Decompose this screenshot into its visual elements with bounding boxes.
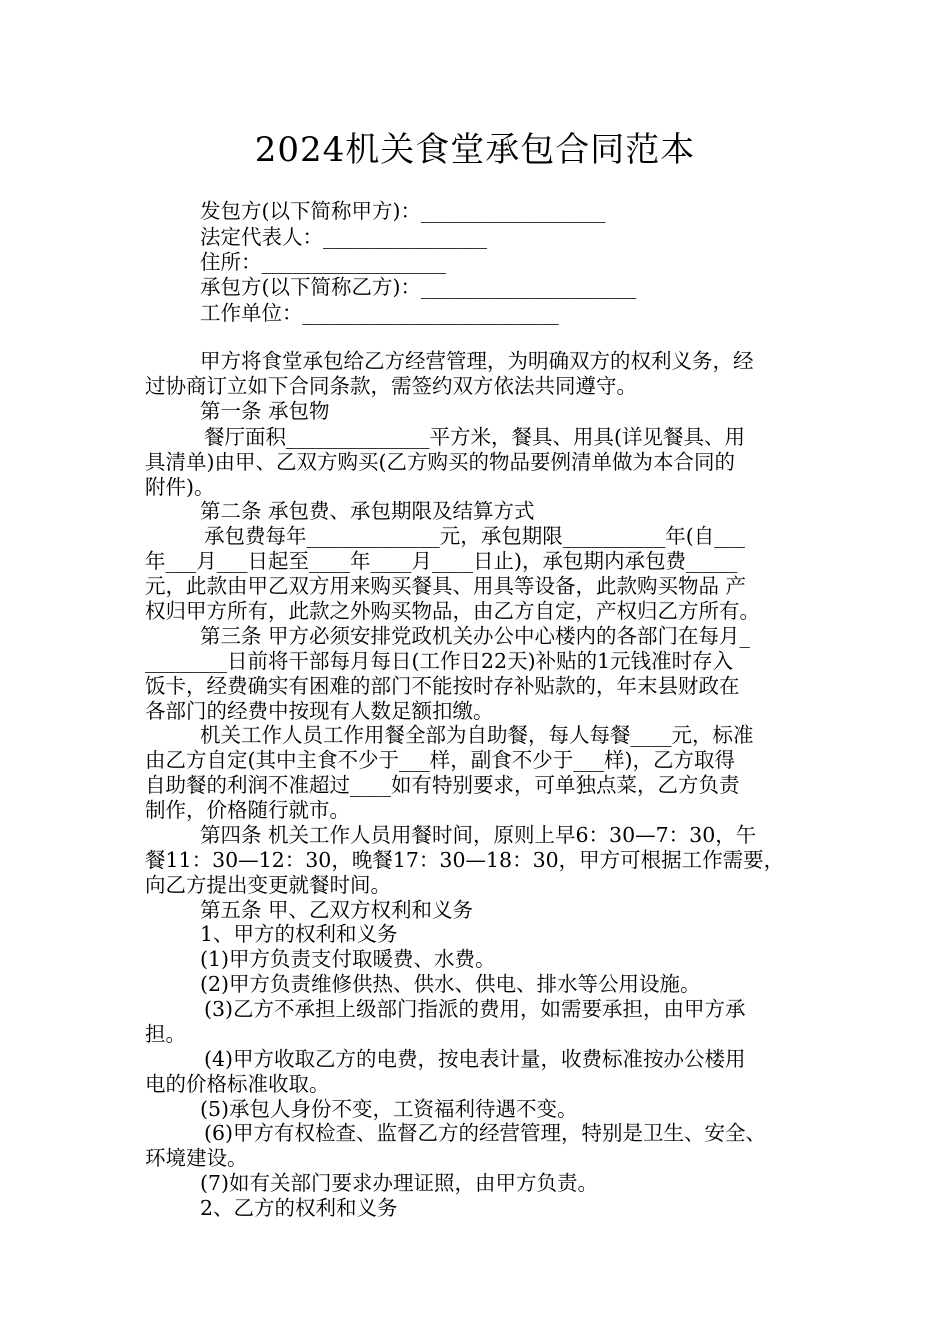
list-item-continuation: 电的价格标准收取。: [145, 1072, 330, 1096]
paragraph-line: 具清单)由甲、乙双方购买(乙方购买的物品要例清单做为本合同的: [145, 450, 735, 474]
paragraph-line: 过协商订立如下合同条款，需签约双方依法共同遵守。: [145, 374, 637, 398]
paragraph-line: 饭卡，经费确实有困难的部门不能按时存补贴款的，年末县财政在: [145, 674, 740, 698]
section-heading: 1、甲方的权利和义务: [200, 922, 398, 946]
paragraph-line: 机关工作人员工作用餐全部为自助餐，每人每餐____元，标准: [200, 723, 754, 747]
list-item: (5)承包人身份不变，工资福利待遇不变。: [200, 1097, 578, 1121]
document-title: 2024机关食堂承包合同范本: [254, 130, 696, 170]
list-item: (2)甲方负责维修供热、供水、供电、排水等公用设施。: [200, 972, 701, 996]
paragraph-line: 附件)。: [145, 475, 215, 499]
list-item: (3)乙方不承担上级部门指派的费用，如需要承担，由甲方承: [204, 997, 746, 1021]
party-b-field: 承包方(以下简称乙方)：_____________________: [200, 275, 637, 299]
paragraph-line: 制作，价格随行就市。: [145, 798, 350, 822]
article-heading: 第一条 承包物: [200, 399, 330, 423]
article-heading: 第五条 甲、乙双方权利和义务: [200, 898, 474, 922]
article-heading: 第二条 承包费、承包期限及结算方式: [200, 499, 535, 523]
list-item: (7)如有关部门要求办理证照，由甲方负责。: [200, 1171, 599, 1195]
work-unit-field: 工作单位：_________________________: [200, 301, 559, 325]
address-field: 住所：__________________: [200, 250, 446, 274]
paragraph-line: 由乙方自定(其中主食不少于___样，副食不少于___样)，乙方取得: [145, 748, 735, 772]
paragraph-line: 年___月___日起至____年____月____日止)，承包期内承包费_____: [145, 549, 738, 573]
paragraph-line: 各部门的经费中按现有人数足额扣缴。: [145, 699, 494, 723]
article-heading: 第四条 机关工作人员用餐时间，原则上早6：30—7：30，午: [200, 823, 757, 847]
paragraph-line: 承包费每年_____________元，承包期限__________年(自___: [204, 524, 745, 548]
list-item-continuation: 环境建设。: [145, 1146, 248, 1170]
paragraph-line: 权归甲方所有，此款之外购买物品，由乙方自定，产权归乙方所有。: [145, 599, 760, 623]
paragraph-line: 餐厅面积______________平方米，餐具、用具(详见餐具、用: [204, 425, 745, 449]
paragraph-line: 餐11：30—12：30，晚餐17：30—18：30，甲方可根据工作需要，: [145, 848, 785, 872]
article-heading: 第三条 甲方必须安排党政机关办公中心楼内的各部门在每月_: [200, 624, 750, 648]
paragraph-line: 元，此款由甲乙双方用来购买餐具、用具等设备，此款购买物品 产: [145, 574, 747, 598]
paragraph-line: ________日前将干部每月每日(工作日22天)补贴的1元钱准时存入: [145, 649, 734, 673]
paragraph-line: 向乙方提出变更就餐时间。: [145, 873, 391, 897]
paragraph-line: 甲方将食堂承包给乙方经营管理，为明确双方的权利义务，经: [200, 349, 754, 373]
list-item-continuation: 担。: [145, 1022, 186, 1046]
section-heading: 2、乙方的权利和义务: [200, 1196, 398, 1220]
list-item: (1)甲方负责支付取暖费、水费。: [200, 947, 496, 971]
list-item: (4)甲方收取乙方的电费，按电表计量，收费标准按办公楼用: [204, 1047, 746, 1071]
list-item: (6)甲方有权检查、监督乙方的经营管理，特别是卫生、安全、: [204, 1121, 767, 1145]
paragraph-line: 自助餐的利润不准超过____如有特别要求，可单独点菜，乙方负责: [145, 773, 740, 797]
party-a-field: 发包方(以下简称甲方)：__________________: [200, 199, 606, 223]
legal-representative-field: 法定代表人：________________: [200, 225, 487, 249]
